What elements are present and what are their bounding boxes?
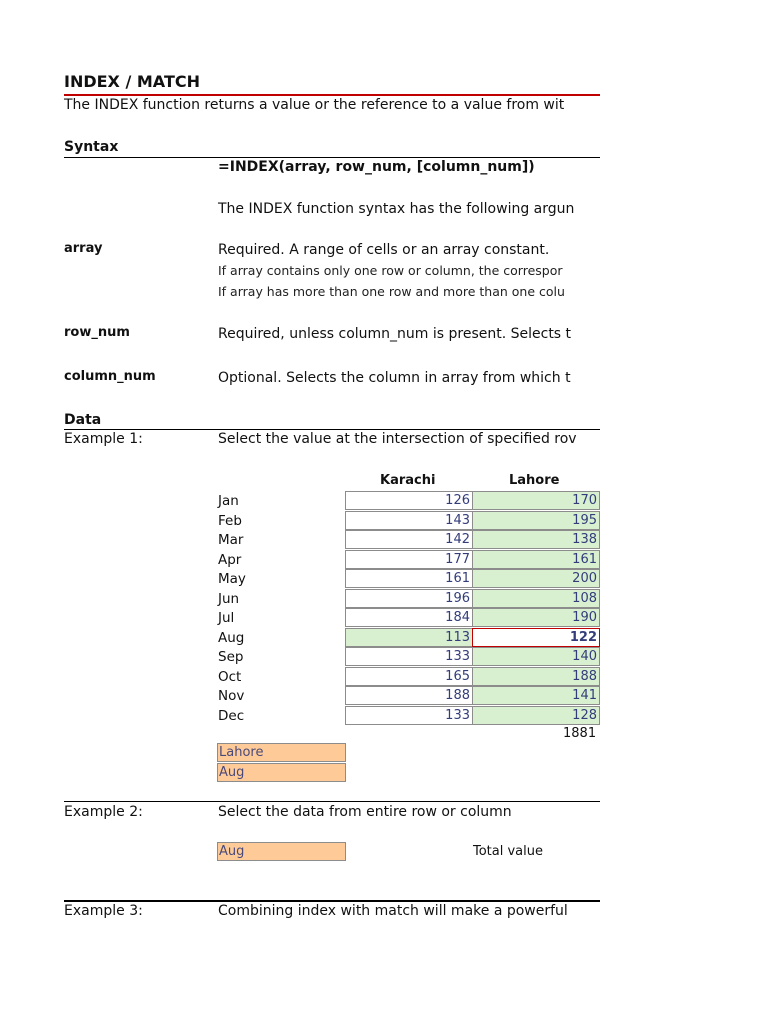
month-label-mar[interactable]: Mar xyxy=(218,532,244,548)
intro-text[interactable]: The INDEX function returns a value or the reference to a value from wit xyxy=(64,97,565,113)
month-input[interactable]: Aug xyxy=(217,763,346,782)
lahore-total[interactable]: 1881 xyxy=(563,726,597,741)
example-3-label[interactable]: Example 3: xyxy=(64,903,143,919)
month-label-nov[interactable]: Nov xyxy=(218,688,245,704)
month-label-feb[interactable]: Feb xyxy=(218,512,242,529)
month-label-sep[interactable]: Sep xyxy=(218,649,244,665)
header-lahore[interactable]: Lahore xyxy=(509,473,560,488)
page-title: INDEX / MATCH xyxy=(64,72,200,91)
lahore-cell-may[interactable]: 200 xyxy=(472,569,600,588)
row-num-desc[interactable]: Required, unless column_num is present. Selects t xyxy=(218,326,572,342)
example-2-desc[interactable]: Select the data from entire row or column xyxy=(218,804,512,820)
example-1-label[interactable]: Example 1: xyxy=(64,431,143,447)
column-num-desc[interactable]: Optional. Selects the column in array from which t xyxy=(218,370,571,386)
karachi-cell-sep[interactable]: 133 xyxy=(345,647,473,666)
karachi-cell-feb[interactable]: 143 xyxy=(345,511,473,530)
karachi-cell-apr[interactable]: 177 xyxy=(345,550,473,569)
lahore-cell-jul[interactable]: 190 xyxy=(472,608,600,627)
example-3-rule xyxy=(64,900,600,902)
city-input[interactable]: Lahore xyxy=(217,743,346,762)
lahore-cell-jan[interactable]: 170 xyxy=(472,491,600,510)
args-intro[interactable]: The INDEX function syntax has the following argun xyxy=(218,201,575,217)
karachi-cell-jul[interactable]: 184 xyxy=(345,608,473,627)
karachi-cell-aug[interactable]: 113 xyxy=(345,628,473,647)
array-label[interactable]: array xyxy=(64,241,103,256)
example-2-rule xyxy=(64,801,600,802)
karachi-cell-mar[interactable]: 142 xyxy=(345,530,473,549)
month-label-jan[interactable]: Jan xyxy=(218,493,239,509)
month-label-apr[interactable]: Apr xyxy=(218,551,242,568)
syntax-formula[interactable]: =INDEX(array, row_num, [column_num]) xyxy=(218,159,535,175)
karachi-cell-may[interactable]: 161 xyxy=(345,569,473,588)
lahore-cell-apr[interactable]: 161 xyxy=(472,550,600,569)
month-label-may[interactable]: May xyxy=(218,571,246,587)
header-karachi[interactable]: Karachi xyxy=(380,473,436,488)
lahore-cell-sep[interactable]: 140 xyxy=(472,647,600,666)
example-2-label[interactable]: Example 2: xyxy=(64,804,143,820)
row-num-label[interactable]: row_num xyxy=(64,325,130,340)
column-num-label[interactable]: column_num xyxy=(64,369,156,384)
lahore-cell-aug[interactable]: 122 xyxy=(472,628,600,647)
karachi-cell-jun[interactable]: 196 xyxy=(345,589,473,608)
karachi-cell-nov[interactable]: 188 xyxy=(345,686,473,705)
lahore-cell-dec[interactable]: 128 xyxy=(472,706,600,725)
karachi-cell-dec[interactable]: 133 xyxy=(345,706,473,725)
karachi-cell-oct[interactable]: 165 xyxy=(345,667,473,686)
month-label-jul[interactable]: Jul xyxy=(218,610,235,626)
lahore-cell-jun[interactable]: 108 xyxy=(472,589,600,608)
syntax-heading[interactable]: Syntax xyxy=(64,139,119,155)
data-rule xyxy=(64,429,600,430)
month-label-aug[interactable]: Aug xyxy=(218,629,245,646)
array-note-2[interactable]: If array has more than one row and more than one colu xyxy=(218,284,565,299)
total-value-label[interactable]: Total value xyxy=(473,844,544,859)
lahore-cell-mar[interactable]: 138 xyxy=(472,530,600,549)
example-1-desc[interactable]: Select the value at the intersection of specified rov xyxy=(218,431,577,447)
lahore-cell-nov[interactable]: 141 xyxy=(472,686,600,705)
title-underline xyxy=(64,94,600,96)
syntax-rule xyxy=(64,157,600,158)
example-3-desc[interactable]: Combining index with match will make a powerful xyxy=(218,903,568,919)
data-heading[interactable]: Data xyxy=(64,412,102,428)
lahore-cell-oct[interactable]: 188 xyxy=(472,667,600,686)
example-2-month-input[interactable]: Aug xyxy=(217,842,346,861)
array-note-1[interactable]: If array contains only one row or column, the correspor xyxy=(218,263,563,278)
array-desc[interactable]: Required. A range of cells or an array constant. xyxy=(218,242,550,258)
lahore-cell-feb[interactable]: 195 xyxy=(472,511,600,530)
month-label-jun[interactable]: Jun xyxy=(218,590,240,607)
month-label-oct[interactable]: Oct xyxy=(218,668,242,685)
month-label-dec[interactable]: Dec xyxy=(218,707,245,724)
karachi-cell-jan[interactable]: 126 xyxy=(345,491,473,510)
